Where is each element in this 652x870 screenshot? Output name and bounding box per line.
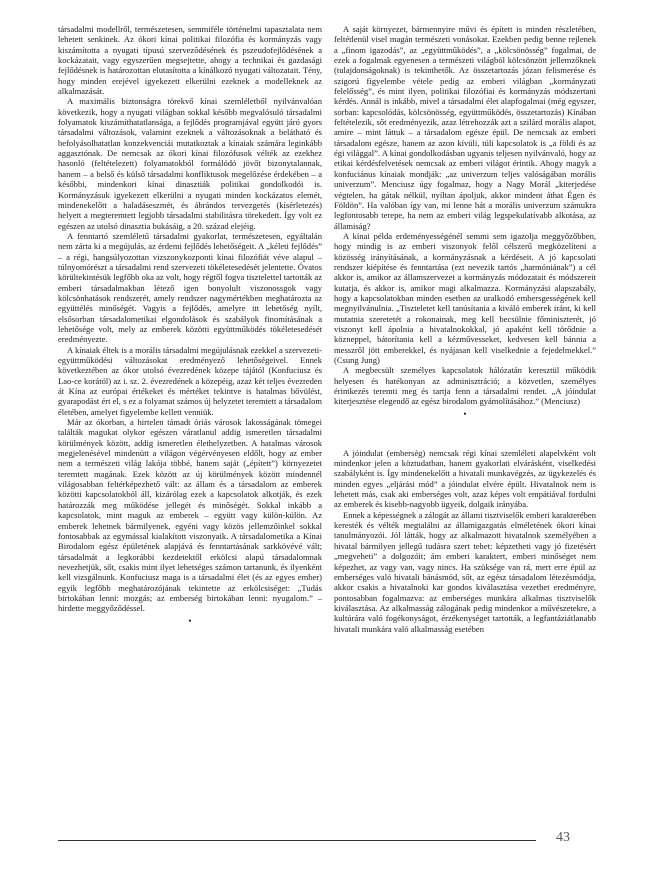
section-separator: • [188, 615, 192, 626]
paragraph: A kínai példa erdeményességénél semmi sem igazolja meggyőzőbben, hogy mindig is az emberi viszonyok felől célszerű megközelíteni a közösség irányításának, a kormányzásnak a kérdéseit. A jó kapcsolati rendszer kiépítése és fenntartása (ezt nevezik tartós „harmóniának”) a cél akkor is, amikor az államszervezet a kormányzás módozatait és módszereit kutatja, és akkor is, amikor magi alkalmazza. Kormányzási alapszabály, hogy a kapcsolatokban minden esetben az uralkodó embersgességének kell megnyilvánulnia. „Tiszteletet kell tanúsítania a kiváló emberek iránt, ki kell mutatnia szeretetét a rokonainak, meg kell becsülnie főminiszterét, jó viszonyt kell ápolnia a hivatalnokokkal, jó apaként kell törődnie a közneppel, bátorítania kell a kézművesseket, kedvesen kell bánnia a messzről jött emberekkel, és nyájasan kell viselkednie a fejedelmekkel.” (Csung Jung) [334, 230, 596, 365]
footer-rule [58, 840, 536, 841]
paragraph: A maximális biztonságra törekvő kínai szemléletből nyilvánvalóan következik, hogy a nyugati világban sokkal később megvalósuló társadalmi folyamatok kiszámíthatatlansága, a fejlődés programjával együtt járó gyors társadalmi változások, valamint ezeknek a változásoknak a belátható és befolyásolhatatlan konzekvenciái mutatkoztak a kínaiak számára leginkább aggasztónak. De nemcsak az ókori kínai filozófusok vélték az ezekhez hasonló (feltételezett) folyamatokból formálódó jövőt bizonytalannak, hanem – a belső és külső társadalmi konfliktusok megelőzése érdekében – a későbbi, mindenkori kínai dinasztiák politikai gondolkodói is. Kormányzásuk igyekezett elkerülni a nyugati minden kockázatos elemét, mindenekelőtt a haladáseszmét, és ábrándos tervezgetés (kísérletezés) helyett a megteremtett legjobb társadalmi stabilitásra törekedett. Így volt ez egészen az utolsó dinasztia bukásáig, a 20. század elejéig. [58, 96, 322, 231]
paragraph: társadalmi modellről, természetesen, semmiféle történelmi tapasztalata nem lehetett senkinek. Az ókori kínai politikai filozófia és kormányzás vagy kiszámította a nyugati típusú szervezõdésének és pszeudofejlődésének a kockázatait, vagy egyszerűen megsejtette, ahogy a technikai és gazdasági fejlődésnek is határozottan elutasította a kínálkozó nyugati változatait. Tény, hogy minden erejével igyekezett elkerülni ezeknek a modelleknek az alkalmazását. [58, 24, 322, 97]
paragraph: A fenntartó szemléletű társadalmi gyakorlat, természetesen, egyáltalán nem zárta ki a megújulás, az érdemi fejlődés lehetőségeit. A „kéleti fejlődés” – a régi, hangsúlyozottan vizszonykozponti kínai filozófiát véve alapul – túlnyomórészt a társadalmi rend szervezeti tökéletesedését jelentette. Óvatos körültekintésük legfőbb oka az volt, hogy régtől fogva tisztelettel tartották az emberi társadalmakban létező igen bonyolult viszonossgok vagy kölcsönhatások rendszerét, amely rendszer nagymértékben meghatározta az együttélés minőségét. Vagyis a fejlődés, amelyre itt lehetőség nyílt, elsősorban társadalometikai elgondolások és szabályok finomításának a lehetősége volt, mely az emberek közötti együttműködés tökéletesedését eredményezte. [58, 230, 322, 345]
paragraph: A kínaiak éltek is a morális társadalmi megújulásnak ezekkel a szervezeti-együttműködési változásokat eredményező lehetőségeivel. Ennek következtében az ókor utolsó évezredének közepe tájától (Konfuciusz és Lao-ce korától) az i. sz. 2. évezredének a közepéig, azaz két teljes évezreden át Kína az európai értékeket és mértéket tekintve is hatalmas bővülést, gyarapodást ért el, s ez a folyamat számos új helyzetet teremtett a társadalom életében, amelyet figyelembe kellett venniük. [58, 344, 322, 417]
paragraph: A saját környezet, bármennyire művi és épített is minden részletében, feltétlenül visel magán természeti vonásokat. Ezekben pedig benne rejlenek a „finom igazodás”, az „együttműködés”, a „kölcsönösség” fogalmai, de ezek a fogalmak egyenesen a természeti világból kölcsönzött jellemzőknek (tulajdonságoknak) is tekinthetők. Az összetartozás józan felismerése és szigorú figyelembe vétele pedig az emberi világban „kormányzati felelősség”, és mint ilyen, politikai filozófiai és kormányzás módszertani kérdés. Annál is inkább, mivel a társadalmi élet alapfogalmai (még egyszer, sorban: kapcsolódás, kölcsönösség, együttműködés, összetartozás) Kínában feltételezik, sőt eredményezik, azaz létrehozzák azt a szilárd morális alapot, amire – mint láttuk – a társadalom egésze épül. De nemcsak az emberi társadalom egésze, hanem az azon kívüli, túli kapcsolatok is „a földi és az égi világgal”. A kínai gondolkodásban ugyanis teljesen nyilvánvaló, hogy az etikai kérdésfelvetések nemcsak az emberi világot érintik. Ahogy magyk a konfuciánus kínaiak mondják: „az univerzum teljes valóságában morális univerzum”. Menciusz úgy fogalmaz, hogy a Nagy Morál „kiterjedése végtelen, ha gátak nélkül, nyíltan ápoljuk, akkor mindent áthat Égen és Földön”. Ha valóban így van, mi lenne hát a morális univerzum számukra legfontosabb terepe, ha nem az emberi világ legspekulatívabb alkotása, az államiság? [334, 24, 596, 231]
paragraph: Ennek a képességnek a zálogát az állami tisztviselők emberi karakterében keresték és vélték megtalálni az államigazgatás elméletének ókori kínai tanulmányozói. Jól látták, hogy az alkalmazott hivatalnok személyében a hivatal bármilyen jellegű tudásra szert tehet: képzetheti vagy jó fizetésért „megveheti” a dolgozóit; ám emberi karaktert, emberi minőséget nem képezhet, az vagy van, vagy nincs. Ha szüksége van rá, mert erre épül az emberséges való hivatali bánásmód, sőt, az egész társadalom létezésmódja, akkor csakis a hivatalnoki kar gondos kiválasztása vezethet eredményre, pontosabban fogalmazva: az emberséges munkára alkalmas tisztviselők kiválasztása. Az alkalmasság zálogának pedig mindenkor a művészetekre, a kultúrára való fogékonyságot, érzékenységet tartották, a legfantáziátlanabb hivatali munkára való alkalmasság esetében [334, 509, 596, 634]
section-gap [334, 422, 596, 448]
section-separator: • [463, 408, 467, 419]
page-number: 43 [556, 830, 570, 845]
right-column [334, 24, 596, 634]
paragraph: Már az ókorban, a hirtelen támadt óriás városok lakosságának tömegei találták magukat olykor egészen váratlanul addig ismeretlen társadalmi körülmények között, addig ismeretlen élethelyzetben. A hatalmas városok megjelenésével mindenütt a világon végérvényesen eldőlt, hogy az ember nem a természeti világ lakója többé, hanem saját („épített”) környezetet teremtett magának. Ezek között az új körülmények között mindennél világosabban feltérképezhető vált: az állam és a társadalom az emberek közötti kapcsolatokból áll, kizárólag ezek a kapcsolatok alkotják, és ezek határozzák meg működése jellegét és minőségét. Sokkal inkább a kapcsolatok, mint maguk az emberek – együtt vagy külön-külön. Az emberek lehetnek bármilyenek, egyéni vagy közös jellemzőinkel sokkal fontosabbak az egymással kialakított viszonyaik. A társadalometika a Kínai Birodalom egész épületének alapjává és fenntartásának sarkkövévé vált; társadalmát a legkorábbi kezdetektől erkölcsi alapú társadalomnak nevezhetjük, sőt, csakis mint ilyet lehetséges számon tartanunk, és ilyenként kell vizsgálnunk. Konfuciusz maga is a társadalmi élet (és az egyes ember) egyik legfőbb meghatározójának tekintette az erkölcsiséget: „Tudás birtokában lenni: mozgás; az emberség birtokában lenni: nyugalom.” – hirdette meggyőződéssel. [58, 417, 322, 614]
paragraph: A jóindulat (emberség) nemcsak régi kínai szemléleti alapelvként volt mindenkor jelen a köztudatban, hanem gyakorlati elvárásként, viselkedési szabályként is. Így mindenekelőtt a hivatali munkavégzés, az ügykezelés és minden egyes „eljárási mód” a jóindulat elvére épült. Hivatalnok nem is lehetett más, csak aki emberséges volt, azaz képes volt empátiával fordulni az emberek és kisebb-nagyobb ügyeik, dolgaik irányába. [334, 447, 596, 510]
paragraph: A megbecsült személyes kapcsolatok hálózatán keresztül működik helyesen és hatékonyan az adminisztráció; a közvetlen, személyes érintkezés teremti meg és tartja fenn a társadalmi rendet. „A jóindulat kiterjesztése elegendő az egész birodalom gyámolításához.” (Menciusz) [334, 365, 596, 407]
left-column [58, 24, 322, 629]
